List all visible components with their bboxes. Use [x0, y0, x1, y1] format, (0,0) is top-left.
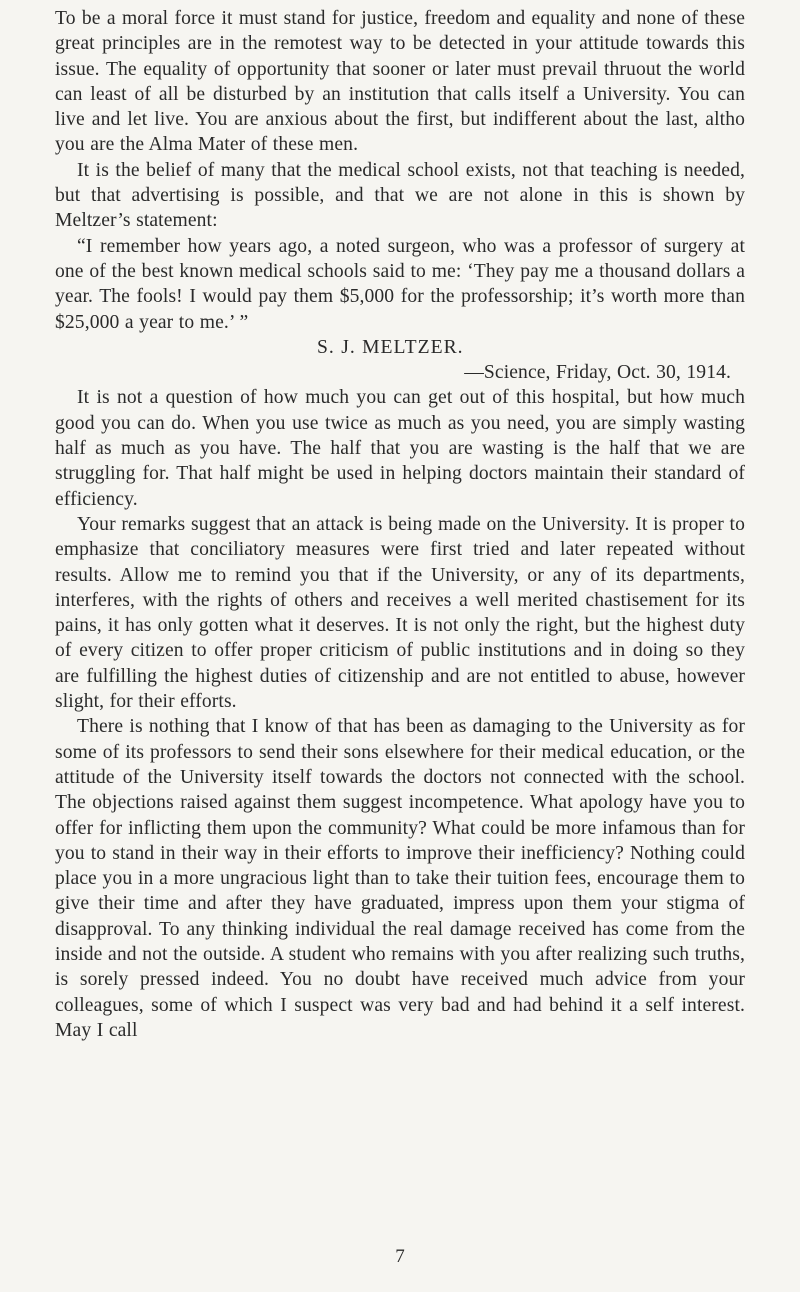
page-number: 7	[395, 1246, 405, 1267]
paragraph-moral-force: To be a moral force it must stand for justice, freedom and equality and none of these great principles are in the remotest way to be detected in your attitude towards this issue. The equality of opportunity that sooner or later must prevail thruout the world can least of all be disturbed by an institution that calls itself a University. You can live and let live. You are anxious about the first, but indifferent about the last, altho you are the Alma Mater of these men.	[55, 8, 745, 156]
paragraph-medical-school-belief: It is the belief of many that the medical school exists, not that teaching is needed, but that advertising is possible, and that we are not alone in this is shown by Meltzer’s statement:	[55, 159, 745, 232]
body-text	[55, 6, 745, 1043]
paragraph-damaging: There is nothing that I know of that has been as damaging to the University as for some of its professors to send their sons elsewhere for their medical education, or the attitude of the University itself towards the doctors not connected with the school. The objections raised against them suggest incompetence. What apology have you to offer for inflicting them upon the community? What could be more infamous than for you to stand in their way in their efforts to improve their inefficiency? Nothing could place you in a more ungracious light than to take their tuition fees, encourage them to give their time and after they have graduated, impress upon them your stigma of disapproval. To any thinking individual the real damage received has come from the inside and not the outside. A student who remains with you after realizing such truths, is sorely pressed indeed. You no doubt have received much advice from your colleagues, some of which I suspect was very bad and had behind it a self interest. May I call	[55, 716, 745, 1041]
quote-signature: S. J. MELTZER.	[317, 336, 464, 358]
paragraph-hospital-question: It is not a question of how much you can get out of this hospital, but how much good you can do. When you use twice as much as you need, you are simply wasting half as much as you have. The half that you are wasting is the half that we are struggling for. That half might be used in helping doctors maintain their standard of efficiency.	[55, 387, 745, 510]
quotation: “I remember how years ago, a noted surgeon, who was a professor of surgery at one of the best known medical schools said to me: ‘They pay me a thousand dollars a year. The fools! I would pay them $5,000 for the professorship; it’s worth more than $25,000 a year to me.’ ”	[55, 235, 745, 333]
paragraph-university-attack: Your remarks suggest that an attack is being made on the University. It is proper to emphasize that conciliatory measures were first tried and later repeated without results. Allow me to remind you that if the University, or any of its departments, interferes, with the rights of others and receives a well merited chastisement for its pains, it has only gotten what it deserves. It is not only the right, but the highest duty of every citizen to offer proper criticism of public institutions and in doing so they are fulfilling the highest duties of citizenship and are not entitled to abuse, however slight, for their efforts.	[55, 513, 745, 713]
quote-source: —Science, Friday, Oct. 30, 1914.	[464, 362, 731, 384]
